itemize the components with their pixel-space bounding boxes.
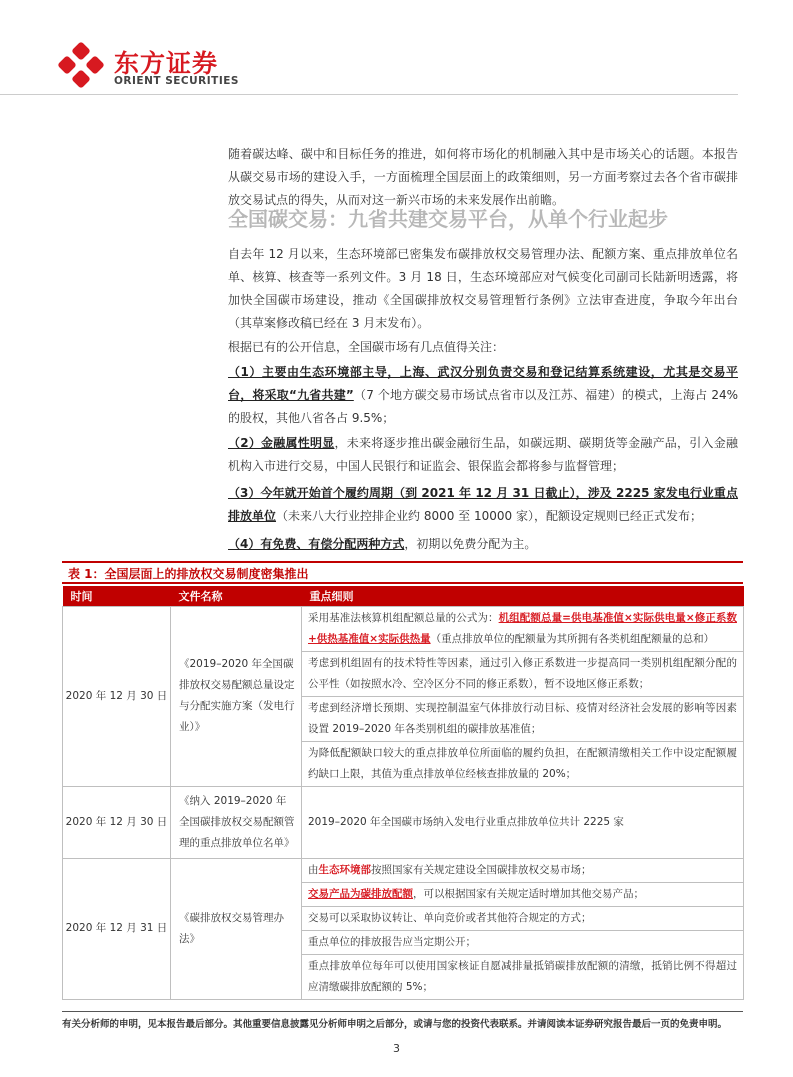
detail-highlight: 交易产品为碳排放配额 [308, 887, 413, 900]
row-detail: 重点排放单位每年可以使用国家核证自愿减排量抵销碳排放配额的清缴，抵销比例不得超过应清缴碳排放配额的 5%； [302, 954, 744, 999]
header-divider [0, 94, 738, 95]
row-detail: 采用基准法核算机组配额总量的公式为：机组配额总量=供电基准值×实际供电量×修正系数+供热基准值×实际供热量（重点排放单位的配额量为其所拥有各类机组配额量的总和） [302, 606, 744, 651]
header-document: 文件名称 [171, 586, 302, 606]
row-date: 2020 年 12 月 31 日 [63, 858, 171, 999]
header-date: 时间 [63, 586, 171, 606]
row-detail: 为降低配额缺口较大的重点排放单位所面临的履约负担，在配额清缴相关工作中设定配额履约缺口上限，其值为重点排放单位经核查排放量的 20%； [302, 741, 744, 786]
row-detail: 交易可以采取协议转让、单向竞价或者其他符合规定的方式； [302, 906, 744, 930]
body-paragraph-1: 自去年 12 月以来，生态环境部已密集发布碳排放权交易管理办法、配额方案、重点排放单位名单、核算、核查等一系列文件。3 月 18 日，生态环境部应对气候变化司副司长陆新明透露，将加快全国碳市场建设，推动《全国碳排放权交易管理暂行条例》立法审查进度，争取今年出台（其草案修改稿已经在 3 月末发布）。 [228, 247, 738, 330]
row-detail: 考虑到经济增长预期、实现控制温室气体排放行动目标、疫情对经济社会发展的影响等因素设置 2019–2020 年各类别机组的碳排放基准值； [302, 696, 744, 741]
key-point-emphasis: （4）有免费、有偿分配两种方式 [228, 537, 405, 551]
detail-highlight: 生态环境部 [318, 863, 371, 876]
row-document: 《纳入 2019–2020 年全国碳排放权交易配额管理的重点排放单位名单》 [171, 786, 302, 858]
footer-disclaimer: 有关分析师的申明，见本报告最后部分。其他重要信息披露见分析师申明之后部分，或请与您的投资代表联系。并请阅读本证券研究报告最后一页的免责申明。 [62, 1019, 728, 1030]
intro-paragraph: 随着碳达峰、碳中和目标任务的推进，如何将市场化的机制融入其中是市场关心的话题。本报告从碳交易市场的建设入手，一方面梳理全国层面上的政策细则，另一方面考察过去各个省市碳排放交易试点的得失，从而对这一新兴市场的未来发展作出前瞻。 [228, 147, 738, 207]
row-detail: 考虑到机组固有的技术特性等因素，通过引入修正系数进一步提高同一类别机组配额分配的公平性（如按照水冷、空冷区分不同的修正系数），暂不设地区修正系数； [302, 651, 744, 696]
body-paragraph-2: 根据已有的公开信息，全国碳市场有几点值得关注： [228, 340, 505, 354]
page-number: 3 [393, 1042, 400, 1055]
table-title: 表 1：全国层面上的排放权交易制度密集推出 [68, 567, 309, 581]
logo-chinese-name: 东方证券 [114, 49, 219, 78]
key-point-2 [228, 432, 738, 478]
row-detail: 交易产品为碳排放配额，可以根据国家有关规定适时增加其他交易产品； [302, 882, 744, 906]
row-date: 2020 年 12 月 30 日 [63, 606, 171, 786]
section-heading: 全国碳交易：九省共建交易平台，从单个行业起步 [228, 207, 668, 231]
key-point-text: （未来八大行业控排企业约 8000 至 10000 家），配额设定规则已经正式发布； [276, 509, 702, 523]
key-point-4 [228, 533, 738, 556]
key-point-text: ，初期以免费分配为主。 [404, 537, 537, 551]
key-point-1 [228, 361, 738, 430]
row-document: 《2019–2020 年全国碳排放权交易配额总量设定与分配实施方案（发电行业）》 [171, 606, 302, 786]
table-title-rule [62, 582, 743, 584]
orient-logo-icon [58, 42, 104, 88]
footer-divider [62, 1011, 743, 1012]
table-row [63, 858, 744, 882]
key-point-emphasis: （2）金融属性明显 [228, 436, 335, 450]
table-row [63, 786, 744, 858]
table-row [63, 606, 744, 651]
row-date: 2020 年 12 月 30 日 [63, 786, 171, 858]
key-point-text: （7 个地方碳交易市场试点省市以及江苏、福建）的模式，上海占 24%的股权，其他八省各占 9.5%； [228, 388, 738, 425]
row-detail: 由生态环境部按照国家有关规定建设全国碳排放权交易市场； [302, 858, 744, 882]
key-point-emphasis: （3）今年就开始首个履约周期（到 2021 年 12 月 31 日截止），涉及 2225 家发电行业重点排放单位 [228, 486, 738, 523]
table-top-rule [62, 561, 743, 563]
header-details: 重点细则 [302, 586, 744, 606]
policy-table [62, 586, 743, 1000]
row-detail: 2019–2020 年全国碳市场纳入发电行业重点排放单位共计 2225 家 [302, 786, 744, 858]
logo-english-name: ORIENT SECURITIES [114, 75, 239, 87]
row-document: 《碳排放权交易管理办法》 [171, 858, 302, 999]
table-header-row [63, 586, 744, 606]
formula-highlight: 机组配额总量=供电基准值×实际供电量×修正系数+供热基准值×实际供热量 [308, 611, 737, 645]
key-point-emphasis: （1）主要由生态环境部主导，上海、武汉分别负责交易和登记结算系统建设，尤其是交易平台，将采取“九省共建” [228, 365, 738, 402]
key-point-text: ，未来将逐步推出碳金融衍生品，如碳远期、碳期货等金融产品，引入金融机构入市进行交易，中国人民银行和证监会、银保监会都将参与监督管理； [228, 436, 738, 473]
row-detail: 重点单位的排放报告应当定期公开； [302, 930, 744, 954]
key-point-3 [228, 482, 738, 528]
orient-securities-logo [58, 42, 239, 92]
